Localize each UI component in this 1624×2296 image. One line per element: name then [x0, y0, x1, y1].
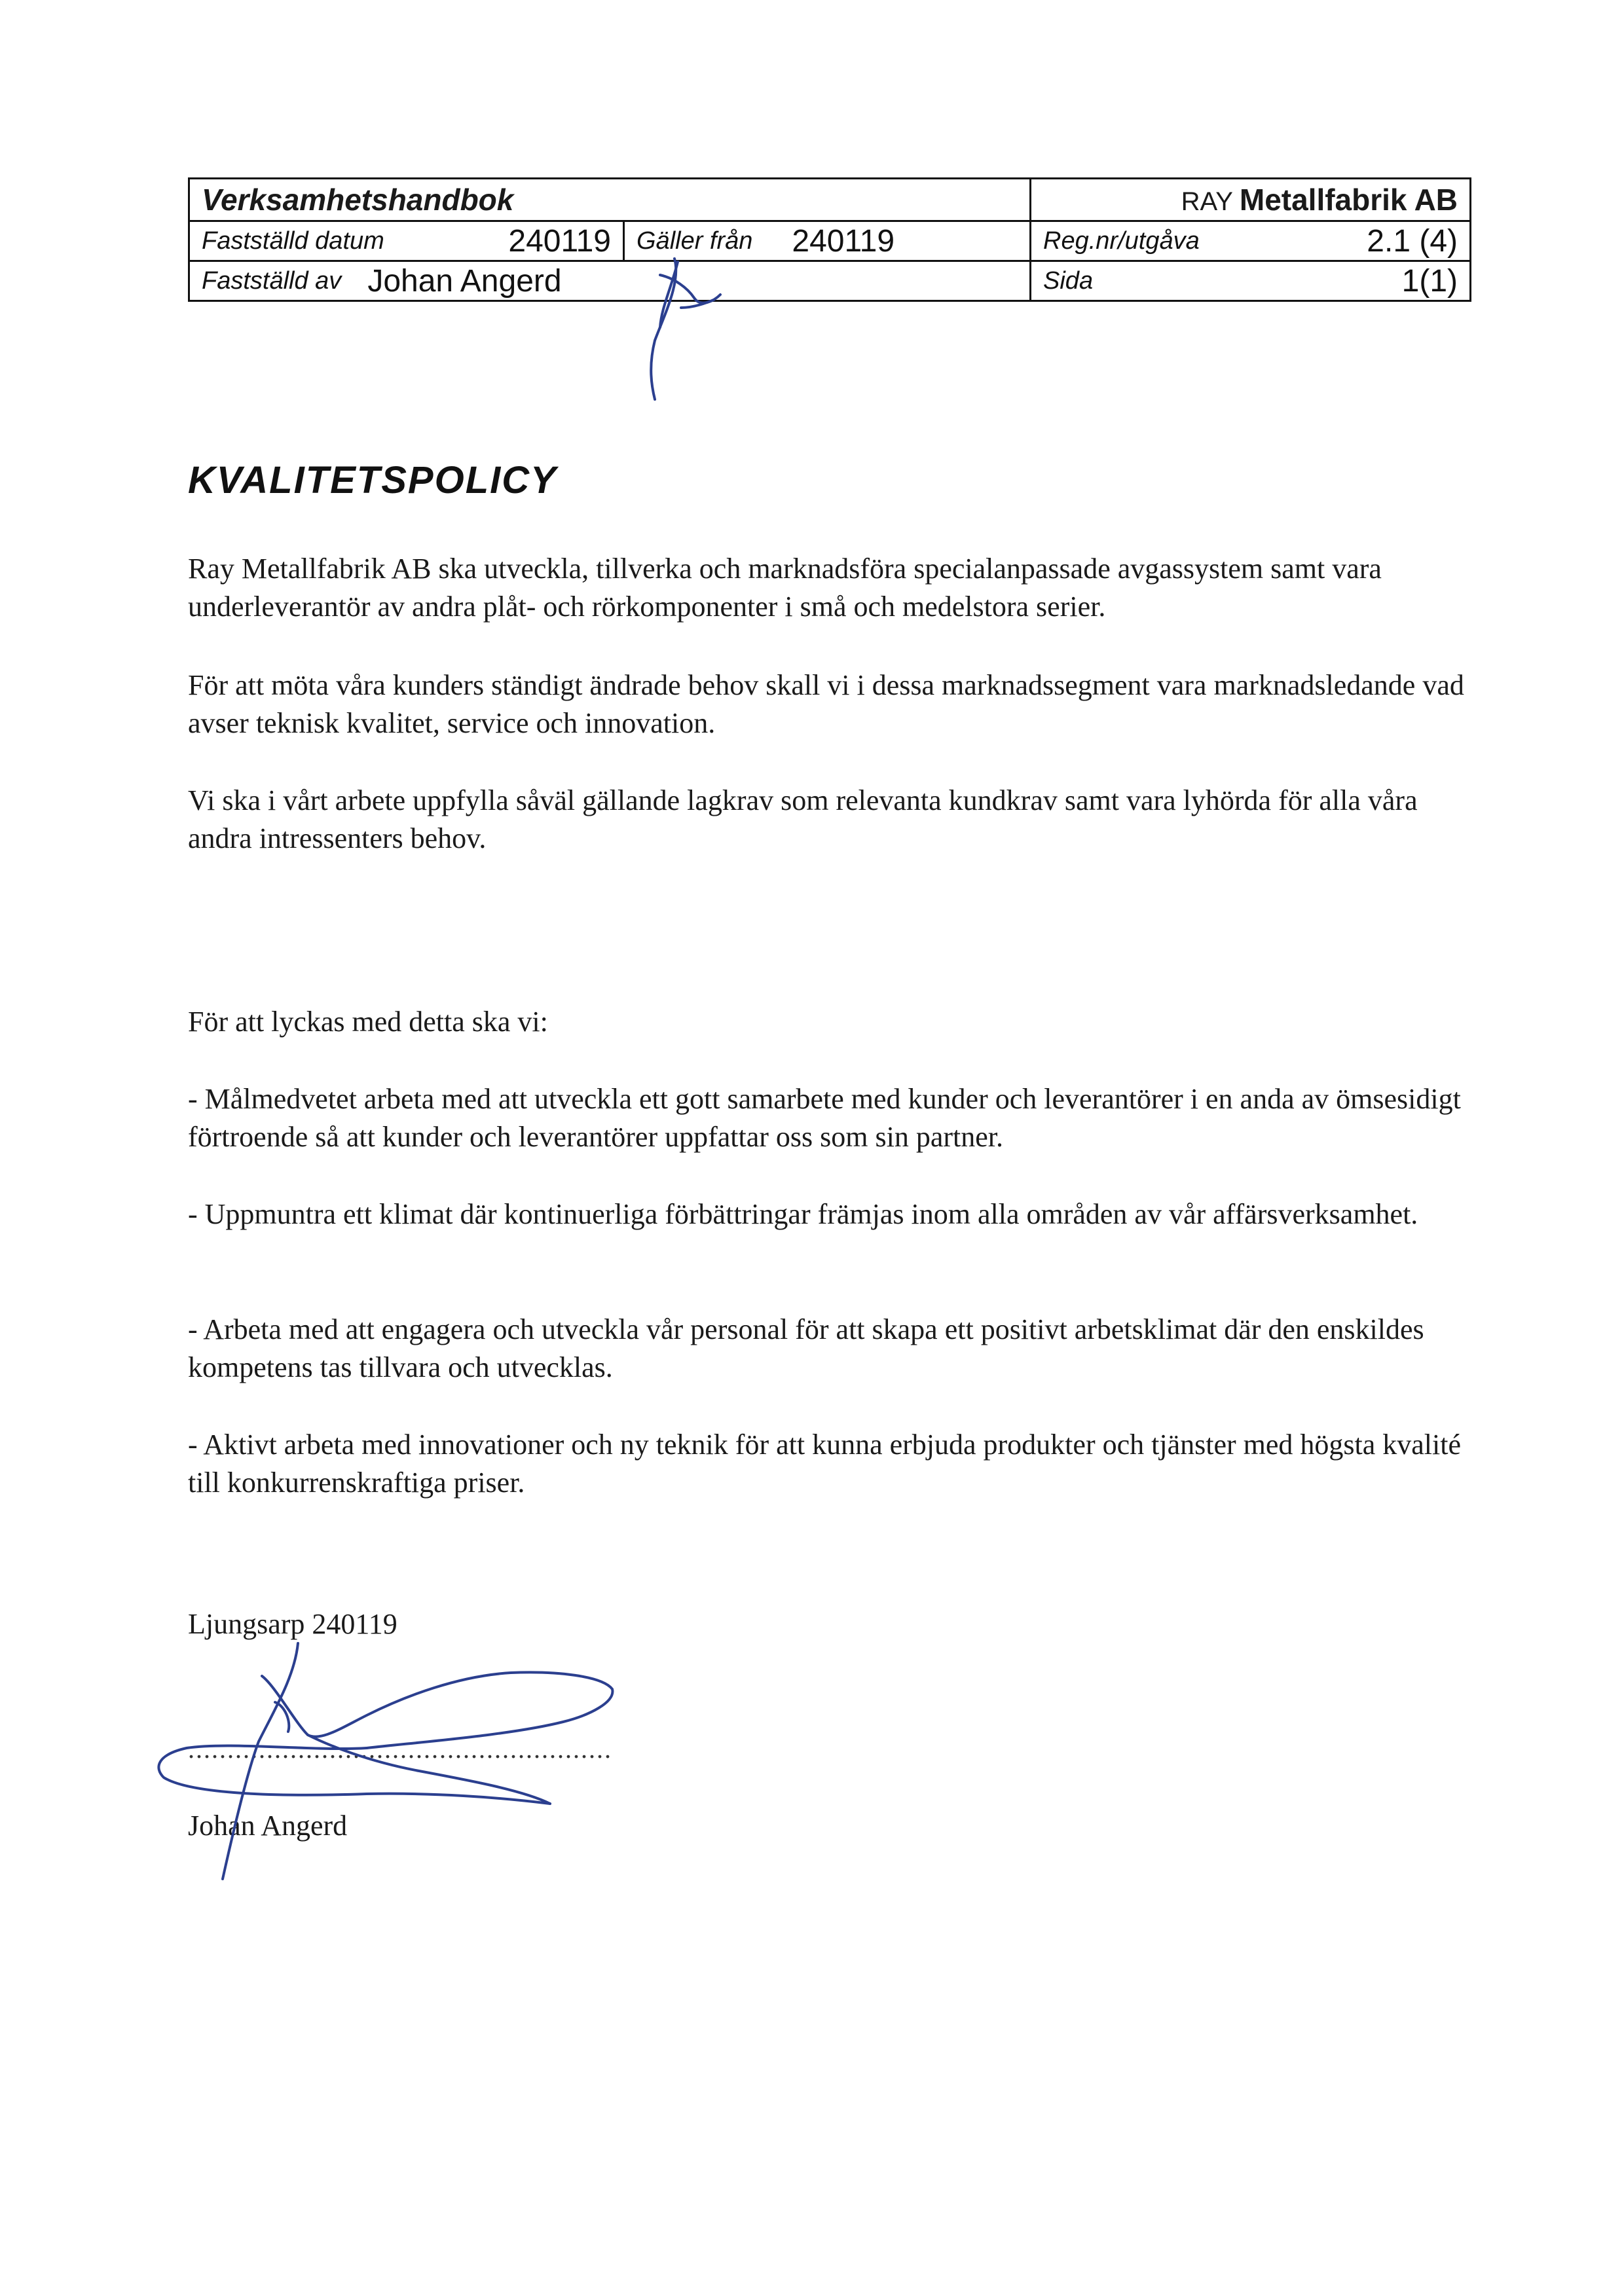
document-title: KVALITETSPOLICY [188, 459, 557, 501]
valid-from-label: Gäller från [637, 227, 753, 255]
signature-line: ...................................................... [188, 1734, 612, 1764]
policy-bullet [188, 1311, 1471, 1387]
established-date-label: Fastställd datum [202, 227, 384, 255]
established-by-label: Fastställd av [202, 266, 342, 295]
page-label: Sida [1043, 266, 1094, 295]
policy-bullet [188, 1426, 1471, 1502]
reg-value: 2.1 (4) [1367, 223, 1458, 259]
valid-from-value: 240119 [792, 223, 895, 259]
policy-bullet [188, 1080, 1471, 1156]
page-number-cell [1031, 261, 1471, 301]
signer-name: Johan Angerd [188, 1810, 348, 1842]
paragraph-text: För att lyckas med detta ska vi: [188, 1006, 548, 1038]
place-and-date: Ljungsarp 240119 [188, 1608, 397, 1640]
paragraph-text: Vi ska i vårt arbete uppfylla såväl gällande lagkrav som relevanta kundkrav samt vara lyhörda för alla våra andra intressenters behov. [188, 784, 1418, 854]
company-prefix: RAY [1181, 187, 1233, 216]
established-by-value: Johan Angerd [367, 263, 562, 299]
policy-intro [188, 1003, 1471, 1041]
company-name: Metallfabrik AB [1239, 183, 1458, 217]
policy-paragraph [188, 782, 1471, 858]
handbook-title: Verksamhetshandbok [202, 183, 514, 217]
established-by-cell [189, 261, 1031, 301]
paragraph-text: - Aktivt arbeta med innovationer och ny teknik för att kunna erbjuda produkter och tjänster med högsta kvalité till konkurrenskraftiga priser. [188, 1429, 1461, 1499]
paragraph-text: För att möta våra kunders ständigt ändrade behov skall vi i dessa marknadssegment vara marknadsledande vad avser teknisk kvalitet, service och innovation. [188, 669, 1464, 739]
page-value: 1(1) [1401, 263, 1458, 299]
paragraph-text: - Arbeta med att engagera och utveckla vår personal för att skapa ett positivt arbetsklimat där den enskildes kompetens tas tillvara och utvecklas. [188, 1313, 1424, 1383]
policy-bullet [188, 1195, 1471, 1233]
reg-cell [1031, 221, 1471, 261]
reg-label: Reg.nr/utgåva [1043, 227, 1200, 255]
document-header-table [188, 177, 1471, 302]
paragraph-text: - Målmedvetet arbeta med att utveckla ett gott samarbete med kunder och leverantörer i en anda av ömsesidigt förtroende så att kunder och leverantörer uppfattar oss som sin partner. [188, 1083, 1461, 1153]
valid-from-cell [624, 221, 1031, 261]
paragraph-text: Ray Metallfabrik AB ska utveckla, tillverka och marknadsföra specialanpassade avgassystem samt vara underleverantör av andra plåt- och rörkomponenter i små och medelstora serier. [188, 553, 1382, 623]
handbook-title-cell [189, 179, 1031, 221]
established-date-cell [189, 221, 624, 261]
policy-paragraph [188, 550, 1471, 626]
company-cell [1031, 179, 1471, 221]
paragraph-text: - Uppmuntra ett klimat där kontinuerliga förbättringar främjas inom alla områden av vår affärsverksamhet. [188, 1198, 1418, 1230]
established-date-value: 240119 [508, 223, 611, 259]
policy-paragraph [188, 666, 1471, 742]
